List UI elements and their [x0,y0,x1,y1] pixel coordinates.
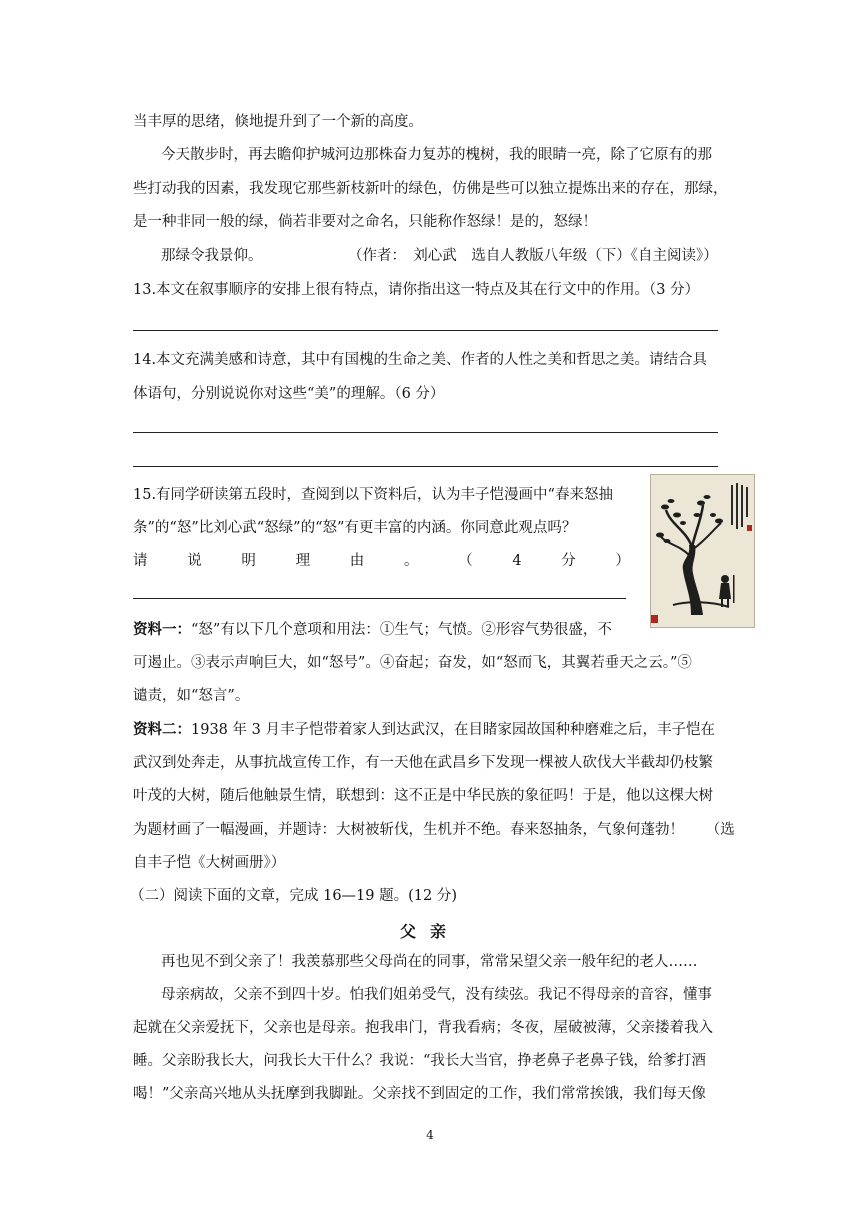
char: 4 [512,553,522,569]
paragraph-line: 再也见不到父亲了！我羡慕那些父母尚在的同事，常常呆望父亲一般年纪的老人…… [161,954,698,970]
text-line: 当丰厚的思绪，倏地提升到了一个新的高度。 [133,114,423,130]
paragraph-line: 睡。父亲盼我长大，问我长大干什么？我说：“我长大当官，挣老鼻子老鼻子钱，给爹打酒 [133,1053,706,1069]
char: 请 [133,553,148,569]
section-heading: （二）阅读下面的文章，完成 16—19 题。(12 分) [130,888,457,904]
question-14-cont: 体语句，分别说说你对这些“美”的理解。（6 分） [133,386,445,402]
question-14: 14.本文充满美感和诗意，其中有国槐的生命之美、作者的人性之美和哲思之美。请结合具 [133,352,708,368]
question-15: 15.有同学研读第五段时，查阅到以下资料后，认为丰子恺漫画中“春来怒抽 [133,487,613,503]
char: ） [615,553,630,569]
tree-painting-image [651,475,754,627]
page-number: 4 [426,1128,434,1142]
answer-line[interactable] [133,330,718,331]
text-line: 今天散步时，再去瞻仰护城河边那株奋力复苏的槐树，我的眼睛一亮，除了它原有的那 [161,147,712,163]
material-text: “怒”有以下几个意项和用法：①生气；气愤。②形容气势很盛，不 [191,622,612,638]
material-2-line: 叶茂的大树，随后他触景生情，联想到：这不正是中华民族的象征吗！于是，他以这棵大树 [133,788,713,804]
material-2-line: 武汉到处奔走，从事抗战宣传工作，有一天他在武昌乡下发现一棵被人砍伐大半截却仍枝繁 [133,755,713,771]
material-text: 1938 年 3 月丰子恺带着家人到达武汉，在目睹家园故国种种磨难之后，丰子恺在 [191,722,715,738]
source-citation: （作者： 刘心武 选自人教版八年级（下）《自主阅读》） [348,248,718,264]
text-line: 是一种非同一般的绿，倘若非要对之命名，只能称作怒绿！是的，怒绿！ [133,214,597,230]
answer-line[interactable] [133,598,626,599]
answer-line[interactable] [133,432,718,433]
char: 。 [403,553,419,569]
paragraph-line: 起就在父亲爱抚下，父亲也是母亲。抱我串门，背我看病；冬夜，屋破被薄，父亲搂着我入 [133,1020,713,1036]
text-line: 那绿令我景仰。 [161,248,263,264]
char: 明 [241,553,256,569]
paragraph-line: 母亲病故，父亲不到四十岁。怕我们姐弟受气，没有续弦。我记不得母亲的音容，懂事 [161,987,712,1003]
char: （ [458,553,473,569]
char: 说 [187,553,202,569]
question-15-cont: 条”的“怒”比刘心武“怒绿”的“怒”有更丰富的内涵。你同意此观点吗？ [133,520,577,536]
material-1 [133,620,612,640]
material-1-line: 可遏止。③表示声响巨大，如“怒号”。④奋起；奋发，如“怒而飞，其翼若垂天之云。”⑤ [133,655,692,671]
question-13: 13.本文在叙事顺序的安排上很有特点，请你指出这一特点及其在行文中的作用。（3 分） [133,282,700,298]
material-label: 资料一： [133,621,191,638]
material-label: 资料二： [133,721,191,738]
paragraph-line: 喝！”父亲高兴地从头抚摩到我脚趾。父亲找不到固定的工作，我们常常挨饿，我们每天像 [133,1086,706,1102]
char: 理 [295,553,311,569]
material-1-line: 谴责，如“怒言”。 [133,688,250,704]
article-title: 父亲 [399,922,460,941]
question-15-tail [133,551,630,571]
char: 分 [561,553,576,569]
answer-line[interactable] [133,466,718,467]
char: 由 [349,553,365,569]
text-line: 些打动我的因素，我发现它那些新枝新叶的绿色，仿佛是些可以独立提炼出来的存在，那绿， [133,181,728,197]
material-2 [133,720,715,740]
feng-zikai-tree-painting [650,474,755,628]
material-2-line: 为题材画了一幅漫画，并题诗：大树被斩伐，生机并不绝。春来怒抽条，气象何蓬勃！ （选 [133,822,735,838]
material-2-line: 自丰子恺《大树画册》） [133,855,286,871]
